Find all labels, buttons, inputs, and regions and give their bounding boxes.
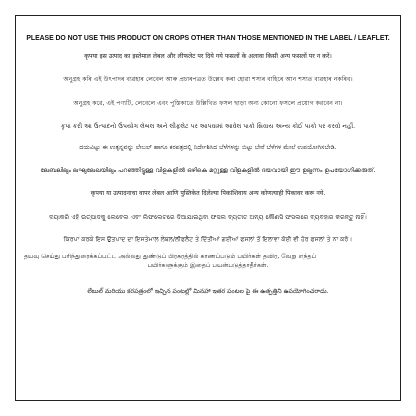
notice-gujarati: કૃપા કરી આ ઉત્પાદનો ઉપયોગ લેબલ અને લીફલેટ પર આપવામાં આવેલ પાકો સિવાય અન્ય કોઈ પાકો પર કરવો નહીં. bbox=[60, 123, 356, 130]
notice-tamil-line-2: பயிர்களுக்கும் இதைப் பயன்படுத்தாதீர்கள். bbox=[147, 262, 269, 269]
warning-heading: PLEASE DO NOT USE THIS PRODUCT ON CROPS OTHER THAN THOSE MENTIONED IN THE LABEL / LEAFLET. bbox=[26, 35, 390, 42]
notice-malayalam: ലേബലിലും ലഘുലേഖയിലും പറഞ്ഞിട്ടുള്ള വിളകളിൽ ഒഴികെ മറ്റുള്ള വിളകളിൽ ദയവായി ഈ ഉല്പന്നം ഉപയോഗിക്കരുത്. bbox=[40, 167, 376, 174]
notice-kannada: ದಯವಿಟ್ಟು ಈ ಉತ್ಪನ್ನವನ್ನು ಲೇಬಲ್ ಹಾಗೂ ಕರಪತ್ರದಲ್ಲಿ ನಿರ್ದೇಶಿಸಿದ ಬೆಳೆಗಳನ್ನು ಬಿಟ್ಟು ಬೇರೆ ಬೆಳೆಗಳ ಮೇಲೆ ಉಪಯೋಗಿಸಬೇಡಿ. bbox=[79, 144, 337, 151]
notice-punjabi: ਕਿਰਪਾ ਕਰਕੇ ਇਸ ਉਤਪਾਦ ਦਾ ਇਸਤੇਮਾਲ ਲੇਬਲ/ਲੀਫਲੈਟ ਤੇ ਦਿੱਤੀਆਂ ਗਈਆਂ ਫਸਲਾਂ ਤੋਂ ਇਲਾਵਾ ਕੋਈ ਵੀ ਹੋਰ ਫਸਲਾਂ ਤੇ ਨਾ ਕਰੋ। bbox=[63, 236, 353, 243]
label-panel bbox=[15, 15, 401, 401]
notice-assamese: অনুগ্ৰহ কৰি এই উৎপাদৰ ব্যৱহাৰ লেবেল আৰু প্ৰচাৰপত্ৰত উল্লেখ কৰা হোৱা শস্যৰ বাহিৰে আন শস্যত ব্যৱহাৰ নকৰিব। bbox=[63, 76, 353, 83]
notice-tamil-line-1: தயவு செய்து பரிந்துரைக்கப்பட்ட அல்லது துண்டுப் பிரசுரத்தில் காணப்படும் பயிர்கள் தவிர, வேறு எந்தப் bbox=[24, 253, 317, 260]
notice-telugu: లేబుల్ మరియు కరపత్రంలో ఇచ్చిన పంటల్లో మినహా ఇతర పంటల పై ఈ ఉత్పత్తిని ఉపయోగించరాదు. bbox=[87, 288, 329, 295]
notice-marathi: कृपया या उत्पादनाचा वापर लेबल आणि पुस्तिकेत दिलेल्या पिकांशिवाय अन्य कोणत्याही पिकावर करू नये. bbox=[90, 190, 326, 197]
notice-odia: ଦୟାକରି ଏହି ଉତ୍ପାଦକୁ ଲେବେଲ ଏବଂ ଲିଫଲେଟରେ ଦିଆଯାଇଥିବା ଫସଲ ବ୍ୟତୀତ ଅନ୍ୟ କୌଣସି ଫସଲରେ ବ୍ୟବହାର କରନ୍ତୁ ନାହିଁ। bbox=[49, 214, 367, 221]
notice-bengali: অনুগ্রহ করে, এই পণ্যটি, লেবেলে এবং পুস্তিকাতে উল্লিখিত ফসল ছাড়া অন্য কোনো ফসলে প্রয়োগ করবেন না। bbox=[73, 100, 343, 107]
notice-hindi: कृपया इस उत्पाद का इस्तेमाल लेबल और लीफलेट पर दिये गये फसलों के अलावा किसी अन्य फसलों पर न करें। bbox=[84, 53, 332, 60]
